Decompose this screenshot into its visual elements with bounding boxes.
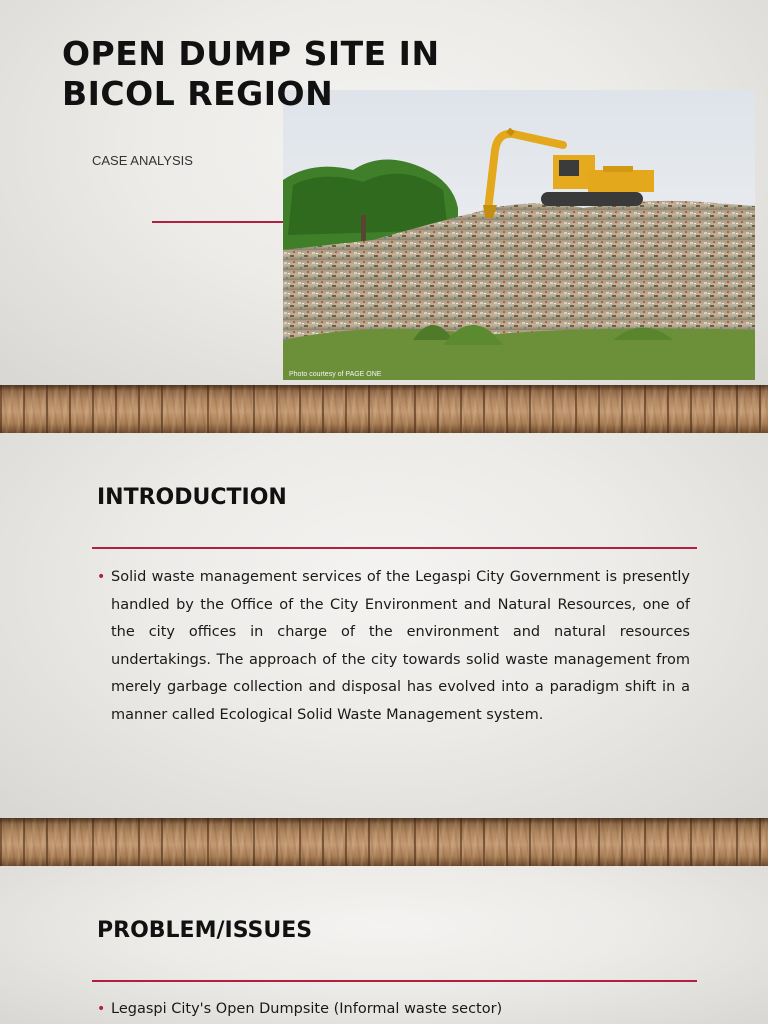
slide-title-heading xyxy=(62,34,482,114)
wood-floor-strip xyxy=(0,385,768,433)
heading-divider xyxy=(92,547,697,549)
problem-bullets xyxy=(97,996,690,1024)
wood-floor-strip xyxy=(0,818,768,866)
photo-credit: Photo courtesy of PAGE ONE xyxy=(289,371,382,378)
accent-divider xyxy=(152,221,292,223)
problem-issues-heading: PROBLEM/ISSUES xyxy=(97,918,313,943)
dumpsite-illustration xyxy=(283,90,755,380)
dumpsite-photo xyxy=(283,90,755,380)
slide-introduction xyxy=(0,433,768,818)
title-line-1: OPEN DUMP SITE IN xyxy=(62,34,440,73)
title-line-2: BICOL REGION xyxy=(62,74,334,113)
bullet-icon: • xyxy=(97,569,106,585)
introduction-heading: INTRODUCTION xyxy=(97,485,287,510)
list-item xyxy=(97,996,690,1024)
slide-subtitle: CASE ANALYSIS xyxy=(92,153,193,168)
list-item xyxy=(97,564,690,730)
slide-title xyxy=(0,0,768,385)
slide-problem-issues xyxy=(0,866,768,1024)
introduction-bullets xyxy=(97,564,690,730)
bullet-text: Solid waste management services of the Legaspi City Government is presently handled by the Office of the City Environment and Natural Resources, one of the city offices in charge of the environment and natural resources undertakings. The approach of the city towards solid waste management from merely garbage collection and disposal has evolved into a paradigm shift in a manner called Ecological Solid Waste Management system. xyxy=(111,569,690,723)
bullet-icon: • xyxy=(97,1001,106,1017)
heading-divider xyxy=(92,980,697,982)
bullet-text: Legaspi City's Open Dumpsite (Informal waste sector) xyxy=(111,1001,503,1017)
